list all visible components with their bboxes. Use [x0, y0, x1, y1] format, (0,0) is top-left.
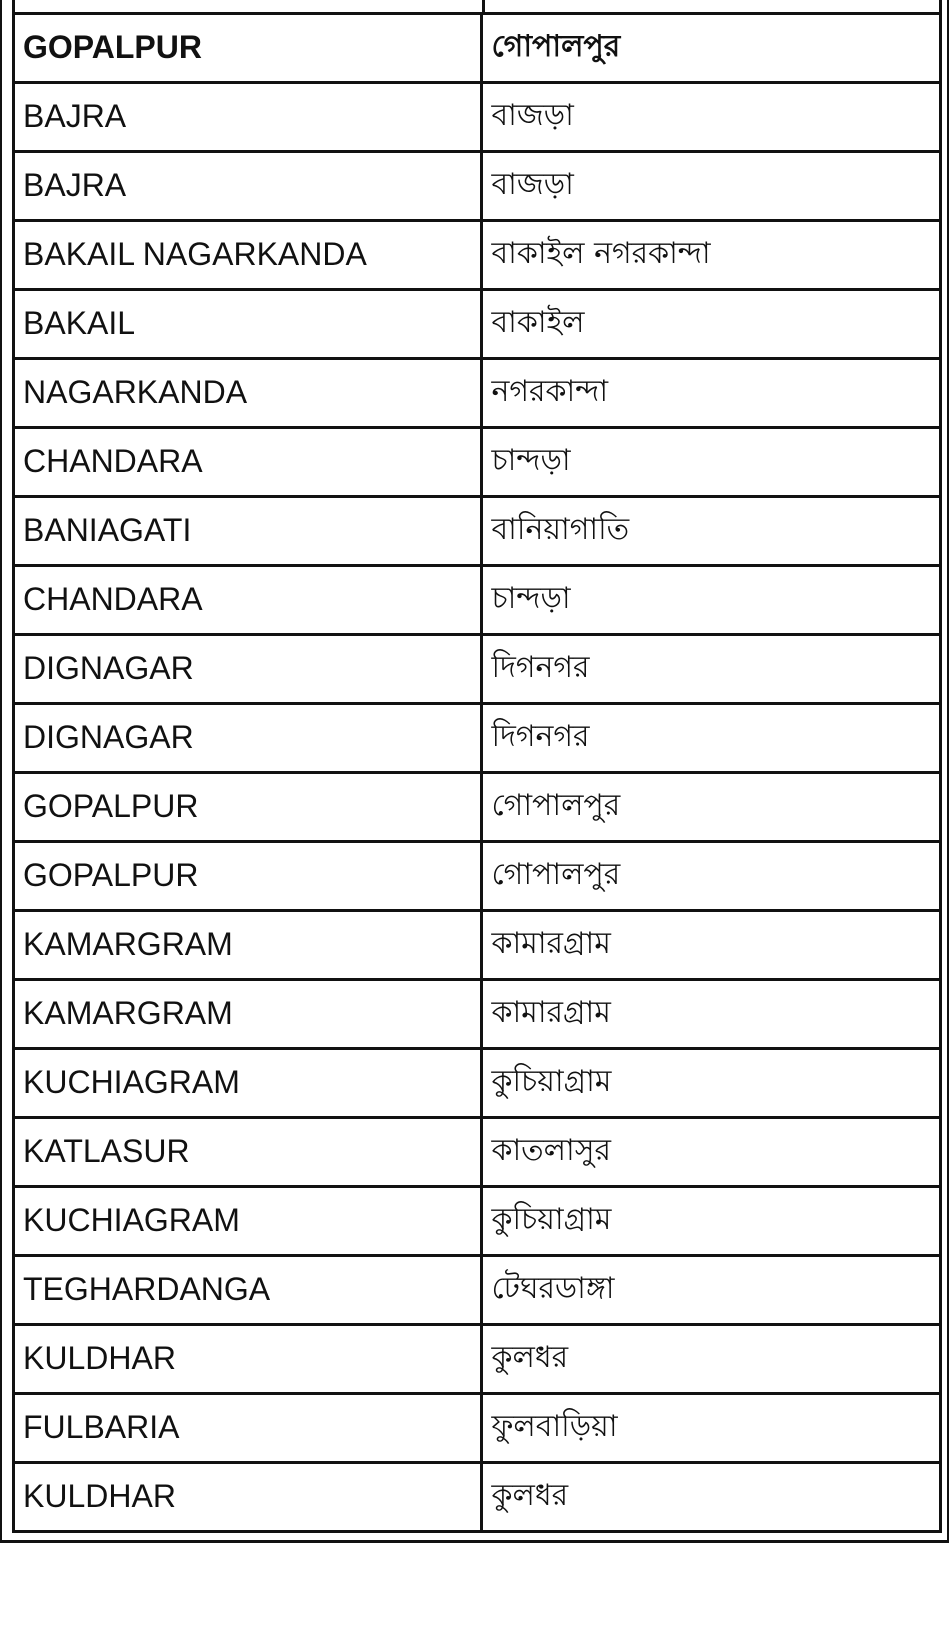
bengali-name-cell: দিগনগর — [483, 636, 942, 702]
table-row — [15, 636, 942, 705]
table-row — [15, 774, 942, 843]
english-name-cell: FULBARIA — [15, 1395, 483, 1461]
bengali-name-cell: গোপালপুর — [483, 15, 942, 81]
bengali-name-cell: নগরকান্দা — [483, 360, 942, 426]
table-row — [15, 1188, 942, 1257]
table-row — [15, 1326, 942, 1395]
bengali-name-cell: ফুলবাড়িয়া — [483, 1395, 942, 1461]
bengali-name-cell: কুচিয়াগ্রাম — [483, 1050, 942, 1116]
english-name-cell: NAGARKANDA — [15, 360, 483, 426]
english-name-cell: KAMARGRAM — [15, 981, 483, 1047]
previous-row-remnant — [12, 0, 942, 12]
english-name-cell: BAKAIL — [15, 291, 483, 357]
english-name-cell: CHANDARA — [15, 567, 483, 633]
table-row — [15, 291, 942, 360]
bengali-name-cell: দিগনগর — [483, 705, 942, 771]
bengali-name-cell: কুলধর — [483, 1464, 942, 1530]
english-name-cell: KULDHAR — [15, 1326, 483, 1392]
table-row — [15, 843, 942, 912]
english-name-cell: CHANDARA — [15, 429, 483, 495]
bengali-name-cell: গোপালপুর — [483, 843, 942, 909]
english-name-cell: DIGNAGAR — [15, 705, 483, 771]
bengali-name-cell: বাকাইল নগরকান্দা — [483, 222, 942, 288]
english-name-cell: KULDHAR — [15, 1464, 483, 1530]
table-bottom-border — [0, 1540, 949, 1543]
table-row — [15, 15, 942, 84]
english-name-cell: BAKAIL NAGARKANDA — [15, 222, 483, 288]
english-name-cell: TEGHARDANGA — [15, 1257, 483, 1323]
bengali-name-cell: কুচিয়াগ্রাম — [483, 1188, 942, 1254]
bengali-name-cell: কুলধর — [483, 1326, 942, 1392]
table-row — [15, 567, 942, 636]
table-row — [15, 1050, 942, 1119]
table-row — [15, 1257, 942, 1326]
bengali-name-cell: বাজড়া — [483, 84, 942, 150]
table-right-edge — [939, 0, 942, 12]
bengali-name-cell: টেঘরডাঙ্গা — [483, 1257, 942, 1323]
bengali-name-cell: কামারগ্রাম — [483, 981, 942, 1047]
bengali-name-cell: চান্দড়া — [483, 567, 942, 633]
english-name-cell: DIGNAGAR — [15, 636, 483, 702]
page-left-border — [0, 0, 2, 1540]
english-name-cell: GOPALPUR — [15, 15, 483, 81]
bengali-name-cell: কামারগ্রাম — [483, 912, 942, 978]
column-divider — [482, 0, 485, 12]
english-name-cell: GOPALPUR — [15, 843, 483, 909]
english-name-cell: KUCHIAGRAM — [15, 1188, 483, 1254]
table-row — [15, 912, 942, 981]
table-row — [15, 360, 942, 429]
bengali-name-cell: কাতলাসুর — [483, 1119, 942, 1185]
table-row — [15, 498, 942, 567]
english-name-cell: KUCHIAGRAM — [15, 1050, 483, 1116]
table-row — [15, 84, 942, 153]
village-name-table — [12, 12, 942, 1533]
bengali-name-cell: বানিয়াগাতি — [483, 498, 942, 564]
bengali-name-cell: বাকাইল — [483, 291, 942, 357]
english-name-cell: BAJRA — [15, 153, 483, 219]
bengali-name-cell: চান্দড়া — [483, 429, 942, 495]
table-row — [15, 981, 942, 1050]
english-name-cell: BAJRA — [15, 84, 483, 150]
english-name-cell: KATLASUR — [15, 1119, 483, 1185]
table-row — [15, 153, 942, 222]
table-row — [15, 222, 942, 291]
english-name-cell: BANIAGATI — [15, 498, 483, 564]
table-row — [15, 1119, 942, 1188]
english-name-cell: KAMARGRAM — [15, 912, 483, 978]
bengali-name-cell: গোপালপুর — [483, 774, 942, 840]
table-row — [15, 429, 942, 498]
bengali-name-cell: বাজড়া — [483, 153, 942, 219]
table-row — [15, 1395, 942, 1464]
table-row — [15, 1464, 942, 1533]
table-row — [15, 705, 942, 774]
english-name-cell: GOPALPUR — [15, 774, 483, 840]
